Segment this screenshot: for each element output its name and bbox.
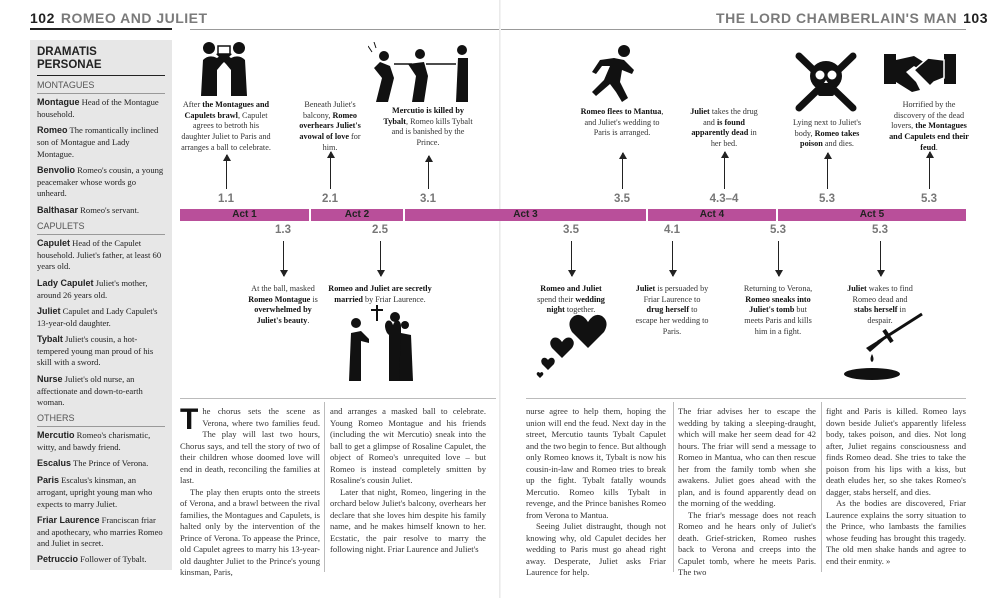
caption-highlight: the Montagues and Capulets end their feud — [889, 121, 969, 152]
act-4-segment: Act 4 — [646, 209, 776, 221]
caption-text: to escape her wedding to Paris. — [635, 305, 709, 336]
caption-text: wakes to find Romeo dead and — [852, 284, 913, 304]
character-entry — [37, 165, 165, 200]
caption-text: After — [182, 100, 203, 109]
arrow-up-icon — [226, 155, 227, 189]
character-entry — [37, 458, 165, 470]
left-chapter-title: ROMEO AND JULIET — [60, 10, 208, 26]
caption-text: , Capulet agrees to betroth his daughter Juliet to Paris and arranges a ball to celebrate. — [181, 110, 271, 152]
header-rule-left — [30, 28, 172, 30]
body-column-4: The friar advises her to escape the wedding by taking a sleeping-draught, which will make her seem dead for 42 hours. The friar will send a message to Romeo in Mantua, who can then rescue her from the family tomb when she awakens. Juliet goes ahead with the plan, and is found apparently dead on the morning of the wedding. The friar's message does not reach Romeo and he hears only of Juliet's death. Grief-stricken, Romeo rushes back to Verona and creeps into the Capulet tomb, where he meets Paris. The two — [678, 406, 816, 578]
caption-text: is — [310, 294, 318, 304]
caption-text: . — [935, 142, 938, 152]
caption-highlight: overwhelmed by Juliet's beauty — [254, 305, 312, 325]
event-caption-above — [381, 106, 475, 149]
right-page-number: 103 — [963, 10, 988, 26]
character-description: Romeo's cousin, a young peacemaker whose words go unheard. — [37, 164, 164, 199]
caption-highlight: Mercutio is killed by Tybalt — [383, 106, 464, 126]
character-description: Romeo's servant. — [78, 204, 140, 215]
body-column-3: nurse agree to help them, hoping the union will end the feud. Next day in the street, Mercutio taunts Tybalt Capulet and the two begin to fence. But although only Romeo knows it, Tybalt is now his cousin-in-law and Romeo tries to break up the fight. Tybalt fatally wounds Mercutio. Romeo kills Tybalt in revenge, and the Prince banishes Romeo from Verona to Mantua. Seeing Juliet distraught, though not knowing why, old Capulet decides her wedding to Paris must go ahead right away. Desperate, Juliet asks Friar Laurence for help. — [526, 406, 666, 578]
scene-number-label: 1.3 — [275, 224, 291, 236]
character-name: Petruccio — [37, 554, 79, 565]
skull-crossbones-icon — [793, 50, 859, 112]
character-description: Romeo's charismatic, witty, and bawdy friend. — [37, 430, 151, 453]
event-caption-above — [580, 107, 664, 139]
body-top-rule-right — [526, 398, 966, 399]
character-description: Escalus's kinsman, an arrogant, upright young man who expects to marry Juliet. — [37, 475, 153, 509]
event-caption-below — [241, 284, 325, 327]
caption-text: Beneath Juliet's balcony, — [302, 100, 356, 120]
event-caption-above — [887, 100, 971, 153]
arrow-down-icon — [283, 241, 284, 276]
character-description: Franciscan friar and apothecary, who marries Romeo and Juliet in secret. — [37, 514, 163, 549]
scene-number-label: 5.3 — [819, 193, 835, 205]
character-name: Paris — [37, 475, 60, 486]
arrow-up-icon — [428, 156, 429, 189]
caption-highlight: Juliet — [690, 107, 710, 116]
character-group-label: OTHERS — [37, 413, 165, 427]
caption-highlight: is found apparently dead — [691, 117, 749, 138]
scene-number-label: 1.1 — [218, 193, 234, 205]
wedding-icon — [349, 305, 413, 381]
caption-highlight: Romeo sneaks into Juliet's tomb — [745, 294, 811, 315]
character-description: The romantically inclined son of Montague and Lady Montague. — [37, 125, 159, 159]
caption-text: takes the drug and — [703, 107, 758, 127]
caption-text: in her bed. — [710, 128, 757, 148]
caption-text: in despair. — [867, 305, 906, 325]
caption-text: spend their — [537, 294, 576, 304]
caption-highlight: the Montagues and Capulets brawl — [184, 100, 270, 120]
event-caption-below — [328, 284, 432, 305]
character-description: Juliet's mother, around 26 years old. — [37, 277, 148, 300]
caption-text: , and Juliet's wedding to Paris is arranged. — [584, 107, 664, 138]
arrow-up-icon — [622, 153, 623, 189]
act-timeline-bar — [180, 209, 966, 221]
arrow-down-icon — [880, 241, 881, 276]
caption-highlight: Romeo and Juliet — [540, 284, 602, 293]
event-caption-above — [787, 118, 867, 150]
character-name: Nurse — [37, 373, 63, 384]
act-1-segment: Act 1 — [232, 209, 257, 220]
act-3-segment: Act 3 — [403, 209, 646, 221]
scene-number-label: 4.3–4 — [709, 193, 739, 205]
dagger-blood-icon — [842, 310, 932, 382]
arrow-up-icon — [724, 152, 725, 189]
header-rule-right — [190, 29, 966, 30]
character-description: Follower of Tybalt. — [78, 554, 147, 565]
scene-number-label: 5.3 — [921, 193, 937, 205]
character-entry — [37, 430, 165, 453]
character-entry — [37, 125, 165, 160]
character-description: Juliet's old nurse, an affectionate and down-to-earth woman. — [37, 373, 143, 408]
caption-highlight: Juliet — [847, 284, 867, 293]
act-2-segment: Act 2 — [309, 209, 403, 221]
dramatis-personae-title: DRAMATIS PERSONAE — [37, 46, 165, 76]
character-entry — [37, 205, 165, 217]
scene-number-label: 5.3 — [872, 224, 888, 236]
arrow-up-icon — [330, 152, 331, 189]
character-name: Benvolio — [37, 164, 76, 175]
character-group-label: CAPULETS — [37, 221, 165, 235]
caption-text: for him. — [322, 131, 361, 152]
caption-highlight: Romeo takes poison — [800, 128, 860, 149]
character-entry — [37, 278, 165, 301]
caption-text: , Romeo kills Tybalt and is banished by the Prince. — [391, 116, 473, 147]
page-gutter — [499, 0, 501, 598]
caption-highlight: Romeo and Juliet are secretly married — [328, 284, 432, 304]
arrow-up-icon — [827, 153, 828, 189]
caption-highlight: Romeo flees to Mantua — [580, 107, 662, 116]
character-entry — [37, 306, 165, 329]
character-entry — [37, 334, 165, 369]
column-rule — [324, 402, 325, 572]
caption-text: is persuaded by Friar Laurence to — [643, 284, 709, 304]
character-name: Tybalt — [37, 334, 63, 345]
scene-number-label: 4.1 — [664, 224, 680, 236]
caption-text: Lying next to Juliet's body, — [792, 118, 862, 138]
character-entry — [37, 475, 165, 510]
scene-number-label: 5.3 — [770, 224, 786, 236]
scene-number-label: 3.1 — [420, 193, 436, 205]
drop-cap: T — [180, 403, 199, 436]
event-caption-above — [687, 107, 761, 150]
character-description: The Prince of Verona. — [71, 458, 149, 469]
left-running-head — [30, 10, 208, 26]
character-entry — [37, 238, 165, 273]
right-chapter-title: THE LORD CHAMBERLAIN'S MAN — [716, 10, 958, 26]
caption-text: At the ball, masked — [251, 284, 315, 293]
character-description: Capulet and Lady Capulet's 13-year-old daughter. — [37, 306, 158, 328]
character-name: Balthasar — [37, 204, 79, 215]
character-description: Juliet's cousin, a hot-tempered young man proud of his skill with a sword. — [37, 334, 154, 368]
arrow-down-icon — [380, 241, 381, 276]
brawl-icon — [198, 40, 250, 96]
scene-number-label: 2.1 — [322, 193, 338, 205]
caption-highlight: Romeo overhears Juliet's avowal of love — [299, 110, 361, 141]
character-group-label: MONTAGUES — [37, 80, 165, 94]
column-rule — [821, 402, 822, 572]
act-5-segment: Act 5 — [776, 209, 966, 221]
caption-text: by Friar Laurence. — [362, 294, 426, 304]
caption-highlight: stabs herself — [854, 305, 898, 315]
caption-text: together. — [564, 305, 596, 315]
character-description: Head of the Capulet household. Juliet's father, at least 60 years old. — [37, 238, 162, 272]
arrow-down-icon — [571, 241, 572, 276]
event-caption-above — [292, 100, 368, 153]
caption-text: and dies. — [822, 139, 854, 149]
event-caption-below — [739, 284, 817, 337]
hearts-icon — [536, 312, 608, 378]
character-list — [37, 80, 165, 566]
caption-text: Horrified by the discovery of the dead lovers, — [891, 100, 965, 131]
character-name: Escalus — [37, 458, 72, 469]
body-top-rule-left — [180, 398, 496, 399]
caption-text: Returning to Verona, — [743, 284, 813, 293]
scene-number-label: 2.5 — [372, 224, 388, 236]
sword-fight-icon — [368, 42, 472, 104]
character-entry — [37, 554, 165, 566]
caption-highlight: wedding night — [546, 294, 605, 315]
character-name: Lady Capulet — [37, 277, 94, 288]
left-page-number: 102 — [30, 10, 55, 26]
caption-text: . — [307, 315, 310, 325]
caption-text: but meets Paris and kills him in a fight. — [744, 305, 812, 336]
caption-highlight: Juliet — [635, 284, 656, 293]
event-caption-above — [178, 100, 274, 153]
column-rule — [673, 402, 674, 572]
scene-number-label: 3.5 — [614, 193, 630, 205]
event-caption-below — [635, 284, 709, 337]
character-name: Juliet — [37, 306, 61, 317]
character-name: Friar Laurence — [37, 514, 100, 525]
character-name: Capulet — [37, 238, 71, 249]
character-name: Mercutio — [37, 430, 75, 441]
body-column-1: The chorus sets the scene as Verona, where two families feud. The play will last two hours, Chorus says, and tell the story of two of their children whose doomed love will end in death, reconciling the families at last. The play then erupts onto the streets of Verona, and a brawl between the rival families, the Montagues and Capulets, is halted only by the intervention of the Prince of Verona. To appease the Prince, old Capulet agrees to marry his 13-year-old daughter Juliet to the Prince's young kinsman, Paris, — [180, 403, 320, 578]
character-description: Head of the Montague household. — [37, 97, 159, 120]
handshake-icon — [884, 50, 956, 96]
character-entry — [37, 374, 165, 409]
character-name: Romeo — [37, 125, 68, 136]
caption-highlight: Romeo Montague — [248, 294, 311, 304]
character-name: Montague — [37, 97, 80, 108]
arrow-down-icon — [672, 241, 673, 276]
caption-highlight: drug herself — [646, 305, 690, 315]
body-column-5: fight and Paris is killed. Romeo lays down beside Juliet's apparently lifeless body, takes poison, and dies. Not long after, Juliet regains consciousness and finds Romeo dead. She tries to take the poison from his lips with a kiss, but death eludes her, so she takes Romeo's dagger, stabs herself, and dies. As the bodies are discovered, Friar Laurence explains the sorry situation to the Prince, who lambasts the families whose feuding has brought this tragedy. The old men shake hands and agree to end their enmity. » — [826, 406, 966, 566]
dramatis-personae-panel — [30, 40, 172, 570]
right-running-head — [716, 10, 988, 26]
body-column-2: and arranges a masked ball to celebrate. Young Romeo Montague and his friends (including the wit Mercutio) sneak into the ball to get a glimpse of Rosaline Capulet, the object of Romeo's unrequited love – but Romeo is instead completely smitten by Rosaline's cousin Juliet. Later that night, Romeo, lingering in the orchard below Juliet's balcony, overhears her declare that she loves him despite his family name, and he makes himself known to her. Ecstatic, the pair resolve to marry the following night. Friar Laurence and Juliet's — [330, 406, 486, 555]
character-entry — [37, 97, 165, 120]
character-entry — [37, 515, 165, 550]
running-man-icon — [588, 44, 638, 102]
arrow-down-icon — [778, 241, 779, 276]
arrow-up-icon — [929, 152, 930, 189]
scene-number-label: 3.5 — [563, 224, 579, 236]
